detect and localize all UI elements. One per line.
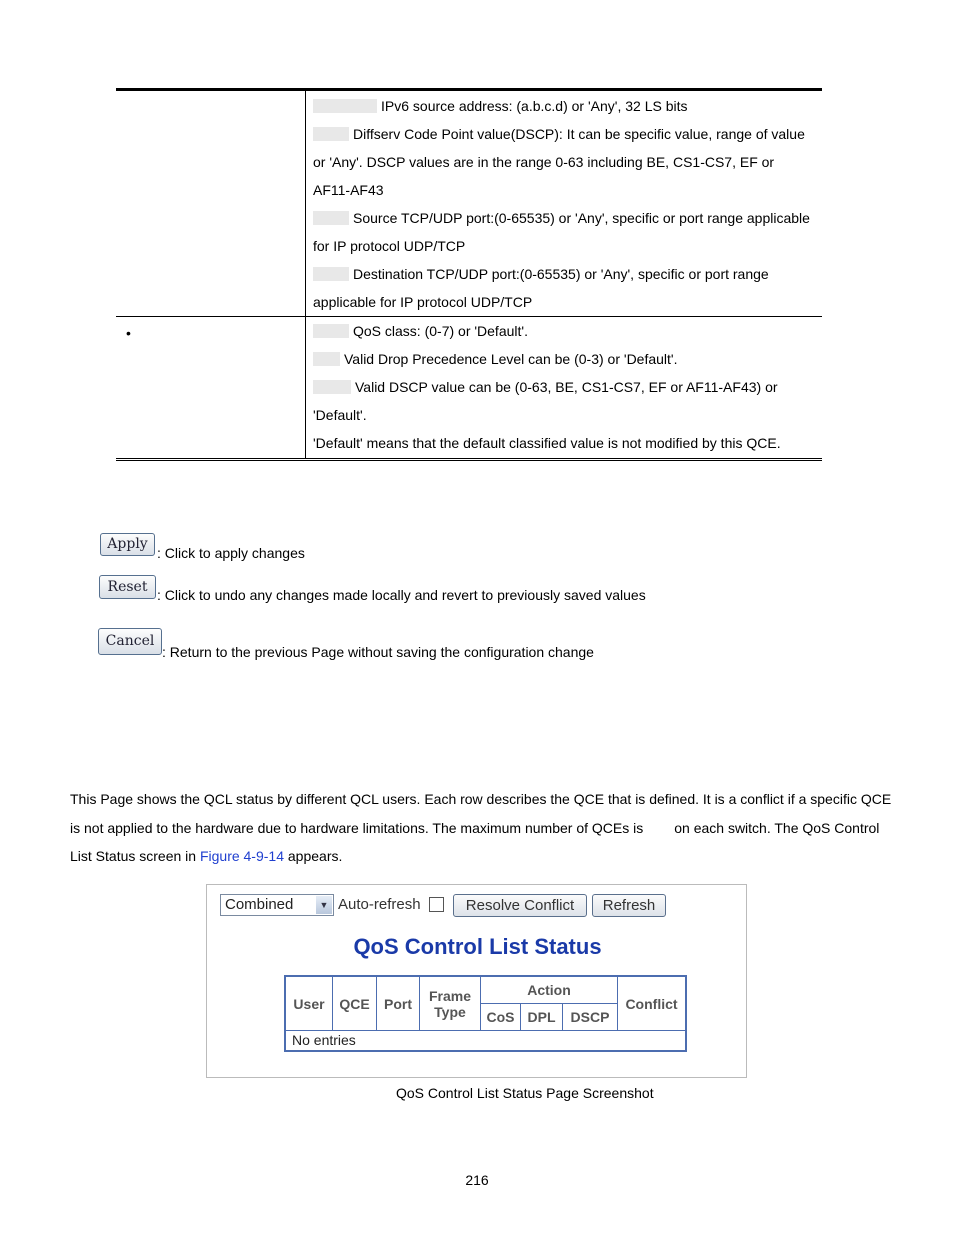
header-port: Port bbox=[377, 977, 420, 1031]
header-conflict: Conflict bbox=[618, 977, 685, 1031]
param-line: Valid DSCP value can be (0-63, BE, CS1-CS7, EF or AF11-AF43) or bbox=[313, 378, 778, 396]
param-line: Source TCP/UDP port:(0-65535) or 'Any', specific or port range applicable bbox=[313, 209, 810, 227]
cancel-description: : Return to the previous Page without saving the configuration change bbox=[162, 644, 594, 660]
reset-description: : Click to undo any changes made locally and revert to previously saved values bbox=[157, 587, 646, 603]
param-line: 'Default'. bbox=[313, 407, 367, 423]
empty-row-text: No entries bbox=[292, 1032, 356, 1048]
user-select[interactable]: Combined ▼ bbox=[220, 894, 334, 916]
page-title: QoS Control List Status bbox=[353, 934, 602, 959]
resolve-conflict-button[interactable]: Resolve Conflict bbox=[453, 894, 587, 917]
param-line: Destination TCP/UDP port:(0-65535) or 'Any', specific or port range bbox=[313, 265, 769, 283]
param-line: or 'Any'. DSCP values are in the range 0-63 including BE, CS1-CS7, EF or bbox=[313, 154, 775, 170]
apply-description: : Click to apply changes bbox=[157, 545, 305, 561]
chevron-down-icon: ▼ bbox=[316, 896, 332, 914]
param-line: for IP protocol UDP/TCP bbox=[313, 238, 466, 254]
header-dpl: DPL bbox=[521, 1004, 563, 1031]
description-line: This Page shows the QCL status by different QCL users. Each row describes the QCE that is defined. It is a conflict if a specific QCE bbox=[70, 791, 892, 807]
param-line: 'Default' means that the default classified value is not modified by this QCE. bbox=[313, 435, 781, 451]
qcl-status-table bbox=[284, 975, 687, 1052]
bullet-marker: • bbox=[126, 325, 131, 341]
figure-caption: QoS Control List Status Page Screenshot bbox=[396, 1085, 654, 1101]
param-line: Diffserv Code Point value(DSCP): It can be specific value, range of value bbox=[313, 125, 805, 143]
auto-refresh-checkbox[interactable] bbox=[429, 897, 444, 912]
header-dscp: DSCP bbox=[563, 1004, 618, 1031]
param-line: Valid Drop Precedence Level can be (0-3) or 'Default'. bbox=[313, 350, 677, 368]
table-column-divider bbox=[305, 91, 306, 458]
apply-button[interactable]: Apply bbox=[100, 533, 155, 556]
header-frame-type: Frame Type bbox=[420, 977, 481, 1031]
param-line: AF11-AF43 bbox=[313, 182, 384, 198]
description-line: List Status screen in Figure 4-9-14 appears. bbox=[70, 848, 343, 864]
refresh-button[interactable]: Refresh bbox=[592, 894, 666, 917]
description-line: is not applied to the hardware due to hardware limitations. The maximum number of QCEs is on each switch. The QoS Control bbox=[70, 820, 880, 836]
figure-link[interactable]: Figure 4-9-14 bbox=[199, 848, 284, 864]
reset-button[interactable]: Reset bbox=[99, 575, 156, 599]
table-row-divider bbox=[116, 316, 822, 317]
page-number: 216 bbox=[465, 1172, 489, 1188]
header-qce: QCE bbox=[333, 977, 377, 1031]
table-bottom-border bbox=[116, 458, 822, 461]
header-user: User bbox=[286, 977, 333, 1031]
cancel-button[interactable]: Cancel bbox=[98, 628, 162, 655]
param-line: IPv6 source address: (a.b.c.d) or 'Any', 32 LS bits bbox=[313, 97, 688, 115]
auto-refresh-label: Auto-refresh bbox=[338, 896, 421, 913]
table-top-border bbox=[116, 88, 822, 91]
qcl-status-screenshot bbox=[206, 884, 747, 1078]
header-cos: CoS bbox=[481, 1004, 521, 1031]
param-line: QoS class: (0-7) or 'Default'. bbox=[313, 322, 528, 340]
param-line: applicable for IP protocol UDP/TCP bbox=[313, 294, 533, 310]
header-action: Action bbox=[481, 977, 618, 1004]
